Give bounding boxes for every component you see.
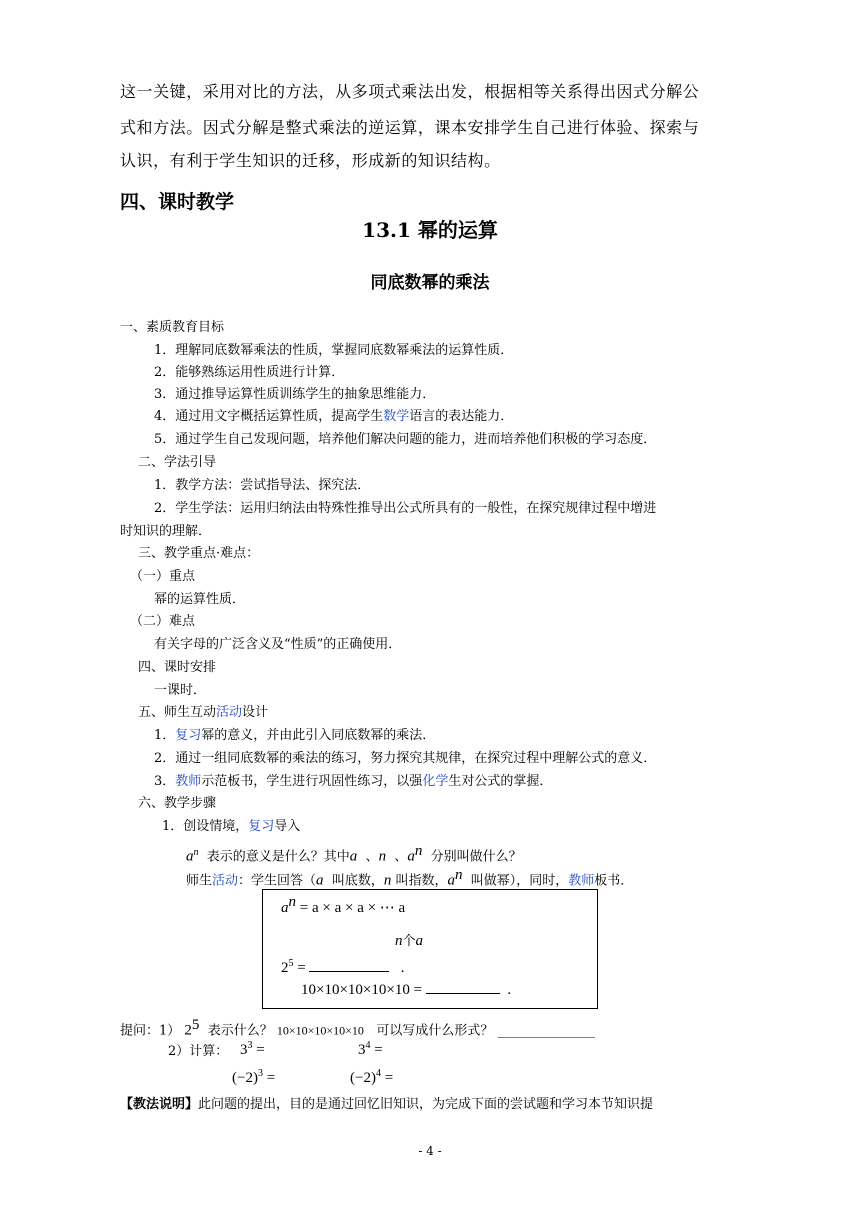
base: (−2) <box>350 1070 376 1086</box>
intro-line-3: 认识，有利于学生知识的迁移，形成新的知识结构。 <box>120 151 501 170</box>
step-text: 1．创设情境， <box>162 819 249 834</box>
resp-text: 叫指数， <box>395 873 448 889</box>
symbol-a: a <box>415 933 424 949</box>
chemistry-link[interactable]: 化学 <box>422 774 449 789</box>
base: 3 <box>240 1042 248 1058</box>
exponent: 5 <box>191 1017 200 1033</box>
activity-item <box>154 773 552 791</box>
math-link[interactable]: 数学 <box>383 409 410 424</box>
steps-heading: 六、教学步骤 <box>138 796 217 811</box>
exponent: 4 <box>365 1040 371 1051</box>
symbol-n: n <box>395 933 403 949</box>
product-expression: 10×10×10×10×10 = <box>301 982 423 998</box>
activity-link[interactable]: 活动 <box>216 705 243 720</box>
symbol-a: a <box>407 848 415 865</box>
method-item: 2．学生学法：运用归纳法由特殊性推导出公式所具有的一般性，在探究规律过程中增进 <box>154 501 657 516</box>
teaching-note <box>120 1096 653 1114</box>
goal-item: 2．能够熟练运用性质进行计算． <box>154 365 345 380</box>
symbol-a: a <box>316 872 324 889</box>
teacher-link[interactable]: 教师 <box>568 873 595 889</box>
item-text: 1． <box>154 728 176 743</box>
response-line <box>186 866 633 890</box>
question-line <box>186 842 522 866</box>
heading-text: 五、师生互动 <box>138 705 217 720</box>
keypoint-sub: （一）重点 <box>130 569 196 584</box>
power-2-5-eq: $2^5$ = . <box>281 958 405 976</box>
exponent: 5 <box>288 958 294 969</box>
symbol-n: n <box>378 848 387 865</box>
method-heading: 二、学法引导 <box>138 455 217 470</box>
blackboard-box <box>262 889 598 1009</box>
review-link[interactable]: 复习 <box>175 728 202 743</box>
symbol-a: a <box>281 900 289 916</box>
method-item-cont: 时知识的理解． <box>120 524 212 539</box>
count-label: 个 <box>402 934 416 949</box>
answer-blank[interactable] <box>309 971 389 972</box>
review-link[interactable]: 复习 <box>248 819 275 834</box>
base: 2 <box>281 960 289 976</box>
calc-item <box>232 1068 275 1087</box>
item-text: 生对公式的掌握． <box>448 774 553 789</box>
q-text: 、 <box>394 849 408 865</box>
q-text: 可以写成什么形式？ <box>376 1023 494 1039</box>
resp-text: 叫做幂），同时， <box>470 873 569 889</box>
item-text: 示范板书，学生进行巩固性练习，以强 <box>201 774 423 789</box>
exponent: 4 <box>375 1068 381 1079</box>
equals: = <box>370 1042 383 1058</box>
answer-blank[interactable] <box>426 993 500 994</box>
symbol-a: a <box>349 848 358 865</box>
calc-item <box>350 1068 393 1087</box>
lesson-title: 13.1 幂的运算 <box>362 218 498 242</box>
step-text: 导入 <box>274 819 301 834</box>
symbol-n: n <box>383 872 392 889</box>
schedule-text: 一课时． <box>154 683 207 698</box>
section-heading: 四、课时教学 <box>120 191 235 213</box>
teacher-link[interactable]: 教师 <box>175 774 202 789</box>
resp-text: 叫底数， <box>331 873 384 889</box>
symbol-n: n <box>193 847 199 858</box>
activity-heading <box>138 704 268 722</box>
method-item: 1．教学方法：尝试指导法、探究法． <box>154 478 371 493</box>
q-text: 、 <box>365 849 379 865</box>
base: (−2) <box>232 1070 258 1086</box>
goal-item: 1．理解同底数幂乘法的性质，掌握同底数幂乘法的运算性质． <box>154 343 514 358</box>
equals: = <box>380 1070 394 1086</box>
q-text: 分别叫做什么？ <box>430 849 522 865</box>
note-text: 此问题的提出，目的是通过回忆旧知识，为完成下面的尝试题和学习本节知识提 <box>198 1097 654 1112</box>
difficulty-text: 有关字母的广泛含义及“性质”的正确使用． <box>154 637 402 652</box>
answer-blank[interactable]: _______________ <box>497 1023 595 1039</box>
page-number: - 4 - <box>418 1144 442 1158</box>
resp-text: ：学生回答（ <box>238 873 317 889</box>
question-label: 提问：1） <box>120 1023 181 1039</box>
symbol-n: n <box>288 894 296 910</box>
equals: = <box>293 960 306 976</box>
question-1 <box>120 1016 595 1040</box>
equals: = <box>252 1042 265 1058</box>
schedule-heading: 四、课时安排 <box>138 660 217 675</box>
note-label: 【教法说明】 <box>120 1097 199 1112</box>
goal-item: 3．通过推导运算性质训练学生的抽象思维能力． <box>154 387 436 402</box>
heading-text: 设计 <box>242 705 269 720</box>
activity-link[interactable]: 活动 <box>212 873 239 889</box>
exponent: 3 <box>257 1068 263 1079</box>
goal-text: 4．通过用文字概括运算性质，提高学生 <box>154 409 384 424</box>
formula-power <box>281 894 405 917</box>
activity-item: 2．通过一组同底数幂的乘法的练习，努力探究其规律，在探究过程中理解公式的意义． <box>154 751 657 766</box>
keypoints-heading: 三、教学重点·难点： <box>138 546 260 561</box>
product-expression: 10×10×10×10×10 <box>276 1023 364 1038</box>
base: 3 <box>358 1042 366 1058</box>
symbol-n: n <box>454 867 463 883</box>
base: 2 <box>184 1022 192 1039</box>
q-text: 表示的意义是什么？其中 <box>206 849 350 865</box>
goal-item: 5．通过学生自己发现问题，培养他们解决问题的能力，进而培养他们积极的学习态度． <box>154 432 657 447</box>
item-text: 幂的意义，并由此引入同底数幂的乘法． <box>201 728 436 743</box>
factor-count <box>395 930 423 950</box>
formula-expansion: = a × a × a × ⋯ a <box>299 900 406 916</box>
product-10-eq: 10×10×10×10×10 = . <box>301 982 512 998</box>
equals: = <box>262 1070 276 1086</box>
calc-item <box>240 1040 265 1059</box>
resp-text: 师生 <box>186 873 213 889</box>
lesson-subtitle: 同底数幂的乘法 <box>370 273 490 293</box>
step-1 <box>162 818 300 836</box>
goal-item <box>154 408 513 426</box>
symbol-a: a <box>447 872 455 889</box>
symbol-n: n <box>414 843 423 859</box>
intro-line-1: 这一关键，采用对比的方法，从多项式乘法出发，根据相等关系得出因式分解公 <box>120 82 700 101</box>
q-text: 表示什么？ <box>207 1023 273 1039</box>
exponent: 3 <box>247 1040 253 1051</box>
symbol-a: a <box>186 848 194 865</box>
difficulty-sub: （二）难点 <box>130 614 196 629</box>
calc-label: 2）计算： <box>168 1044 229 1059</box>
intro-line-2: 式和方法。因式分解是整式乘法的逆运算，课本安排学生自己进行体验、探索与 <box>120 118 700 137</box>
goals-heading: 一、素质教育目标 <box>120 320 225 335</box>
activity-item <box>154 727 435 745</box>
item-text: 3． <box>154 774 176 789</box>
keypoint-text: 幂的运算性质． <box>154 592 246 607</box>
calc-item <box>358 1040 383 1059</box>
resp-text: 板书． <box>594 873 634 889</box>
goal-text: 语言的表达能力． <box>409 409 514 424</box>
